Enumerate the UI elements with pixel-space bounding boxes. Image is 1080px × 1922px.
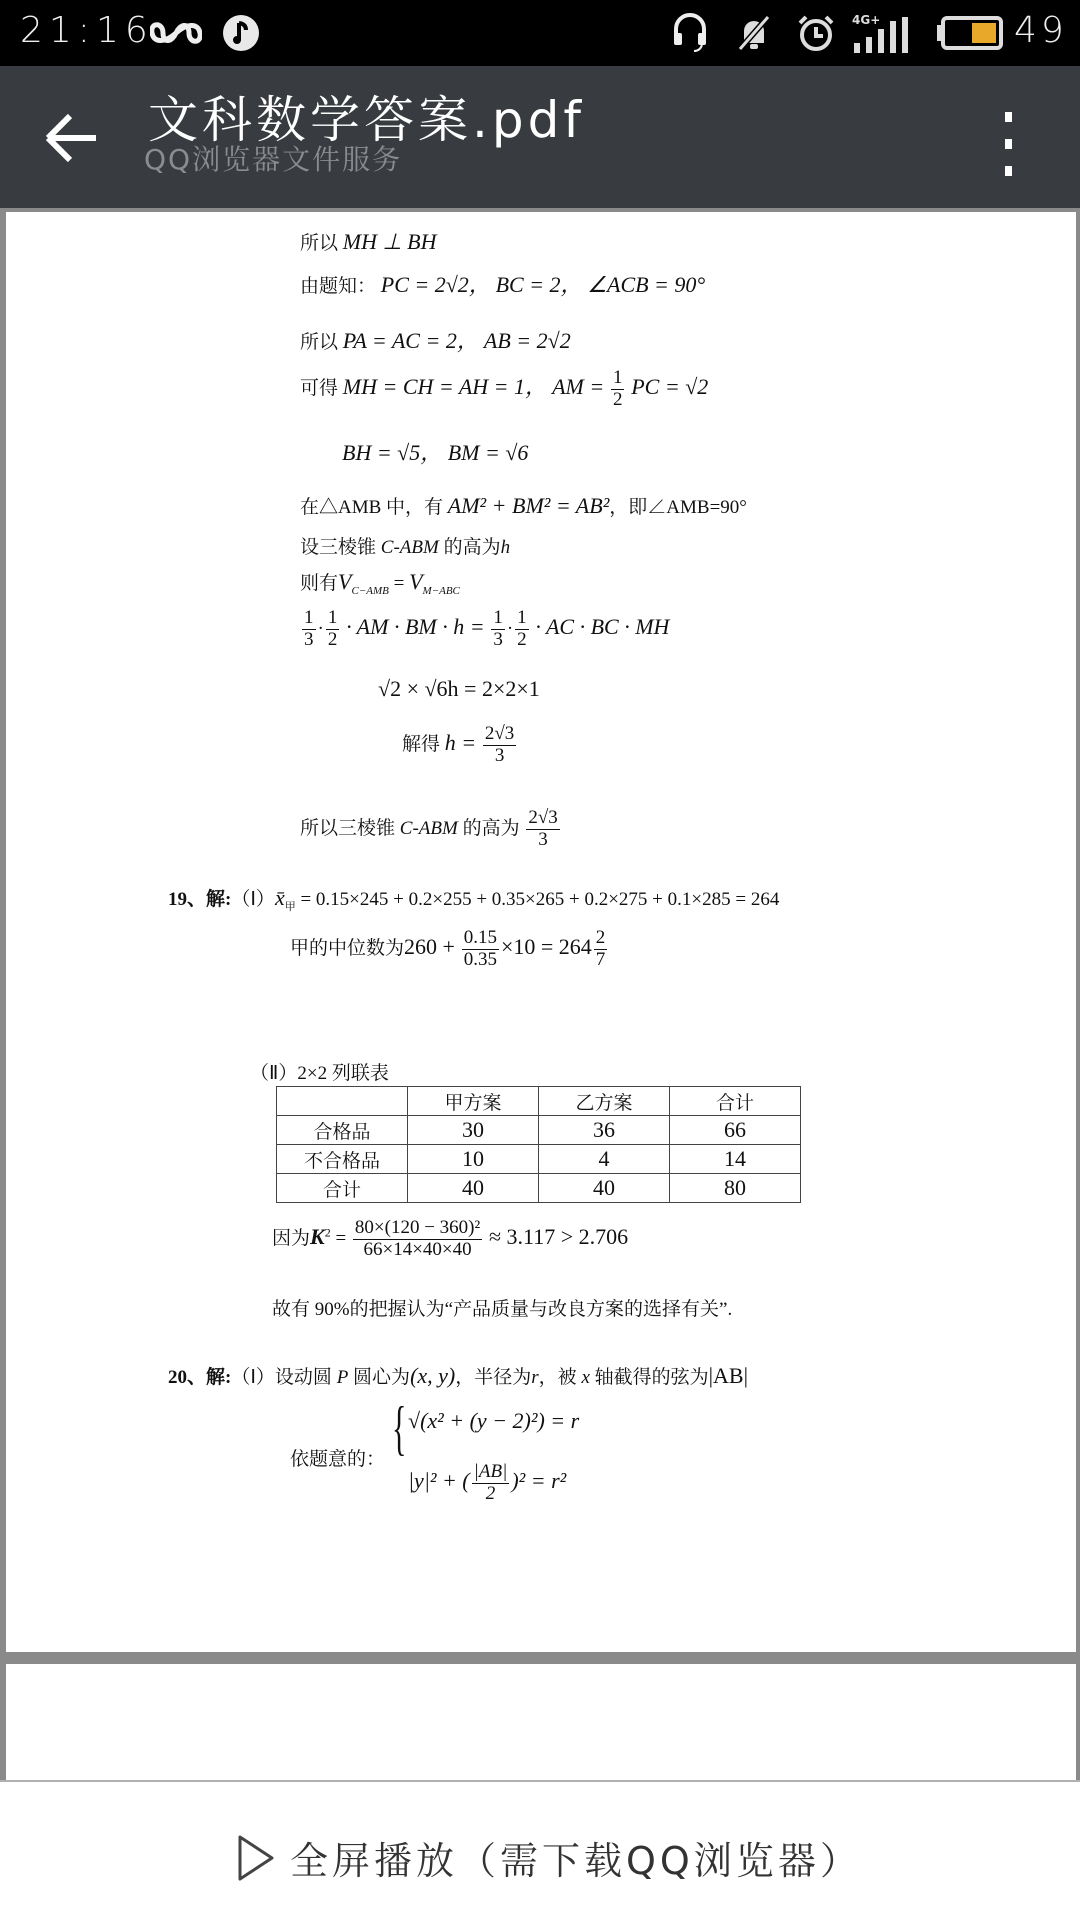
fullscreen-play-label: 全屏播放（需下载QQ浏览器）	[290, 1839, 862, 1883]
app-bar	[0, 66, 1080, 208]
table-row: 不合格品 10 4 14	[277, 1145, 801, 1174]
q19-median-line: 甲的中位数为260 + $\frac{0.15}{0.35}$ ×10 = 264 $\frac{2}{7}$	[290, 927, 606, 970]
q19-conclusion: 故有 90%的把握认为“产品质量与改良方案的选择有关”.	[272, 1299, 733, 1320]
bottom-bar	[0, 1780, 1080, 1922]
bell-muted-icon	[734, 14, 774, 52]
arrow-left-icon	[40, 106, 104, 170]
battery-percent: 49	[1014, 10, 1068, 51]
q20-eq1: √(x² + (y − 2)²) = r	[408, 1408, 580, 1433]
battery-icon	[936, 14, 1004, 52]
q19-k2-line: 因为$K^2$ = $\frac{\text{80×(120 − 360)²}}{66\times 14\times 40\times 40}$ ≈ 3.117 > 2.706	[272, 1217, 629, 1260]
network-type: 4G+	[852, 13, 881, 27]
line-triangle-amb: 在△AMB 中，有 AM² + BM² = AB²，即∠AMB=90°	[300, 493, 747, 518]
fullscreen-play-button[interactable]	[236, 1830, 862, 1885]
pdf-page-next	[6, 1664, 1076, 1780]
status-time: 21:16	[20, 10, 154, 51]
line-given: 由题知： PC = 2√2， BC = 2， ∠ACB = 90°	[300, 272, 706, 297]
q19-label: 19、解:	[168, 889, 232, 910]
table-row: 合计 40 40 80	[277, 1174, 801, 1203]
q19-part2-label: （Ⅱ）2×2 列联表	[250, 1063, 389, 1084]
document-title: 文科数学答案.pdf	[148, 91, 585, 149]
brace-icon: {	[392, 1395, 407, 1461]
line-sqrt-product: √2 × √6h = 2×2×1	[378, 676, 540, 701]
line-height-result: 所以三棱锥 C-ABM 的高为 $\frac{2√3}{3}$	[300, 807, 558, 850]
line-pa-ac: 所以 PA = AC = 2， AB = 2√2	[300, 328, 571, 353]
table-row: 合格品 30 36 66	[277, 1116, 801, 1145]
q20-system-prefix: 依题意的：	[290, 1449, 386, 1470]
line-bh-bm: BH = √5， BM = √6	[342, 440, 529, 465]
table-header-row: 甲方案 乙方案 合计	[277, 1087, 801, 1116]
q20-eq2: |y|² + ( $\frac{|AB|}{2}$ )² = r²	[408, 1461, 567, 1504]
more-vert-icon[interactable]	[990, 112, 1026, 176]
pdf-viewer[interactable]	[0, 208, 1080, 1780]
line-volume-formula: $\frac{1}{3}$ · $\frac{1}{2}$ · AM · BM · h = $\frac{1}{3}$ · $\frac{1}{2}$ · AC · BC · MH	[304, 607, 670, 650]
signal-4g-icon	[852, 14, 914, 52]
play-outline-icon	[236, 1834, 276, 1882]
headset-icon	[672, 14, 708, 52]
q20-intro-line: 20、解:（Ⅰ）设动圆 P 圆心为(x, y)，半径为r，被 x 轴截得的弦为|AB|	[168, 1363, 749, 1388]
alarm-icon	[796, 14, 836, 52]
line-mh-ch: 可得 MH = CH = AH = 1， AM = $\frac{1}{2}$ PC = √2	[300, 367, 709, 410]
music-icon	[222, 14, 260, 52]
q19-mean-line: 19、解$:(Ⅰ)x̄_甲 = 0.15\times 245 + 0.2\times 255 + 0.35\times 265 + 0.2\times 275 + 0.1\times 285 = 264$	[168, 885, 780, 913]
status-bar	[0, 0, 1080, 66]
contingency-table	[276, 1086, 801, 1203]
infinity-icon	[150, 14, 202, 52]
pdf-page	[6, 212, 1076, 1652]
line-pyramid-height: 设三棱锥 C-ABM 的高为h	[300, 537, 511, 558]
q20-label: 20、解:	[168, 1367, 232, 1388]
line-solve-h: 解得 h = $\frac{2√3}{3}$	[402, 723, 515, 766]
line-volume-eq: 则有$V_{C-AMB} = V_{M-ABC}$	[300, 569, 460, 597]
document-subtitle: QQ浏览器文件服务	[144, 143, 403, 176]
line-mh-perp-bh: 所以 MH ⊥ BH	[300, 229, 437, 254]
back-button[interactable]	[40, 106, 104, 170]
